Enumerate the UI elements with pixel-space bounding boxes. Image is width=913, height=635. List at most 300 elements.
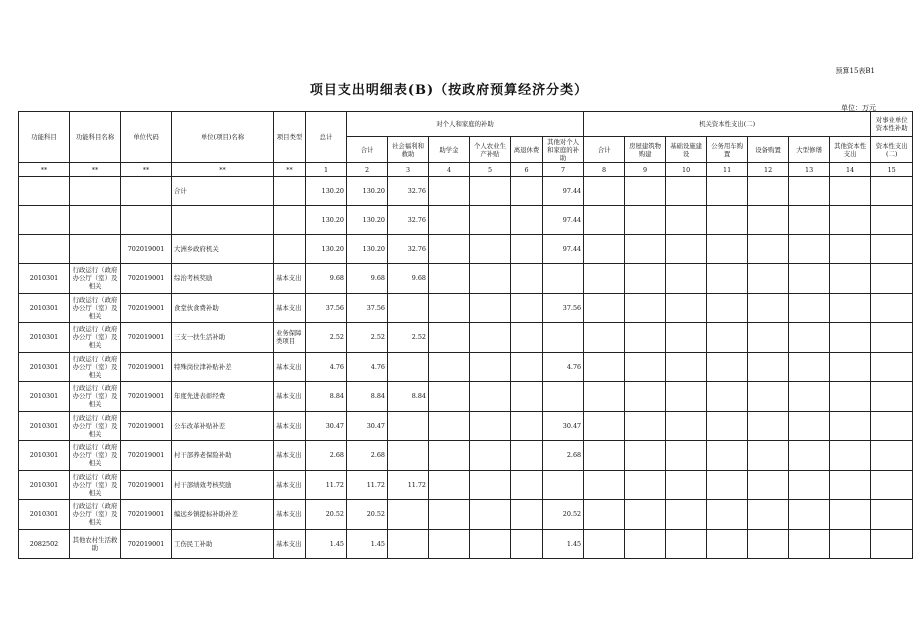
sub-header: 资本性支出(二) — [871, 137, 913, 163]
personal-total-cell: 11.72 — [347, 470, 388, 500]
func-name-cell: 行政运行（政府办公厅（室）及相关 — [70, 500, 121, 530]
table-cell — [470, 293, 511, 323]
table-cell — [789, 441, 830, 471]
table-row — [19, 382, 913, 412]
project-type-cell: 基本支出 — [274, 293, 306, 323]
table-cell — [470, 264, 511, 294]
personal-total-cell: 1.45 — [347, 529, 388, 559]
table-cell — [748, 441, 789, 471]
table-cell — [789, 500, 830, 530]
table-cell — [470, 382, 511, 412]
table-cell — [666, 323, 707, 353]
index-cell: 1 — [306, 163, 347, 177]
table-cell — [871, 293, 913, 323]
table-cell — [429, 500, 470, 530]
table-cell — [707, 235, 748, 264]
unit-code-cell: 702019001 — [121, 264, 172, 294]
table-cell — [625, 293, 666, 323]
func-code-cell: 2082502 — [19, 529, 70, 559]
func-code-cell: 2010301 — [19, 382, 70, 412]
table-cell — [871, 235, 913, 264]
table-cell — [274, 177, 306, 206]
func-name-cell: 行政运行（政府办公厅（室）及相关 — [70, 411, 121, 441]
unit-code-cell: 702019001 — [121, 529, 172, 559]
index-cell: 4 — [429, 163, 470, 177]
table-cell — [666, 352, 707, 382]
personal-total-cell: 2.68 — [347, 441, 388, 471]
table-cell — [584, 382, 625, 412]
sub-header: 公务用车购置 — [707, 137, 748, 163]
table-cell — [625, 529, 666, 559]
other-personal-cell: 2.68 — [543, 441, 584, 471]
func-code-cell: 2010301 — [19, 323, 70, 353]
table-cell — [584, 470, 625, 500]
table-cell — [830, 323, 871, 353]
table-cell — [511, 177, 543, 206]
total-cell: 8.84 — [306, 382, 347, 412]
table-row — [19, 411, 913, 441]
table-row — [19, 529, 913, 559]
sub-header: 基础设施建设 — [666, 137, 707, 163]
table-cell — [511, 293, 543, 323]
other-personal-cell: 20.52 — [543, 500, 584, 530]
welfare-cell: 9.68 — [388, 264, 429, 294]
table-cell — [748, 264, 789, 294]
table-cell — [789, 529, 830, 559]
total-cell: 30.47 — [306, 411, 347, 441]
other-personal-cell: 97.44 — [543, 235, 584, 264]
func-code-cell: 2010301 — [19, 411, 70, 441]
index-cell: 15 — [871, 163, 913, 177]
project-name-cell: 特殊岗位津补贴补差 — [172, 352, 274, 382]
table-cell — [871, 441, 913, 471]
table-cell — [748, 411, 789, 441]
table-cell — [584, 500, 625, 530]
index-cell: ** — [19, 163, 70, 177]
table-cell — [274, 235, 306, 264]
welfare-cell: 32.76 — [388, 235, 429, 264]
unit-code-cell: 702019001 — [121, 235, 172, 264]
table-cell — [707, 264, 748, 294]
unit-code-cell: 702019001 — [121, 470, 172, 500]
table-cell — [274, 206, 306, 235]
table-cell — [625, 206, 666, 235]
form-code: 预算15表B1 — [835, 67, 875, 75]
index-cell: ** — [274, 163, 306, 177]
table-row — [19, 441, 913, 471]
total-cell: 130.20 — [306, 206, 347, 235]
table-cell — [584, 293, 625, 323]
other-personal-cell: 1.45 — [543, 529, 584, 559]
table-cell — [830, 235, 871, 264]
sub-header: 个人农业生产补贴 — [470, 137, 511, 163]
col-total: 总计 — [306, 112, 347, 163]
table-cell — [789, 177, 830, 206]
unit-code-cell: 702019001 — [121, 323, 172, 353]
table-cell — [707, 529, 748, 559]
personal-total-cell: 2.52 — [347, 323, 388, 353]
other-personal-cell — [543, 382, 584, 412]
table-cell — [429, 177, 470, 206]
table-row — [19, 293, 913, 323]
table-cell — [666, 235, 707, 264]
table-cell — [584, 206, 625, 235]
personal-total-cell: 20.52 — [347, 500, 388, 530]
func-name-cell: 行政运行（政府办公厅（室）及相关 — [70, 323, 121, 353]
table-cell — [666, 293, 707, 323]
table-cell — [666, 529, 707, 559]
unit-code-cell: 702019001 — [121, 293, 172, 323]
table-cell — [871, 470, 913, 500]
table-cell — [748, 323, 789, 353]
func-name-cell: 行政运行（政府办公厅（室）及相关 — [70, 293, 121, 323]
table-cell — [625, 470, 666, 500]
group-personal-family-subsidy: 对个人和家庭的补助 — [347, 112, 584, 137]
table-cell — [830, 382, 871, 412]
func-code-cell: 2010301 — [19, 293, 70, 323]
unit-code-cell — [121, 206, 172, 235]
total-cell: 37.56 — [306, 293, 347, 323]
index-row — [19, 163, 913, 177]
sub-header: 社会福利和救助 — [388, 137, 429, 163]
table-cell — [666, 177, 707, 206]
func-code-cell: 2010301 — [19, 352, 70, 382]
table-cell — [789, 470, 830, 500]
table-cell — [511, 382, 543, 412]
table-cell — [625, 411, 666, 441]
table-cell — [470, 177, 511, 206]
other-personal-cell: 37.56 — [543, 293, 584, 323]
table-cell — [429, 323, 470, 353]
table-cell — [789, 206, 830, 235]
total-cell: 9.68 — [306, 264, 347, 294]
table-cell — [429, 382, 470, 412]
table-cell — [511, 411, 543, 441]
table-cell — [511, 235, 543, 264]
table-cell — [748, 235, 789, 264]
summary-row — [19, 235, 913, 264]
table-cell — [830, 293, 871, 323]
table-cell — [789, 264, 830, 294]
table-cell — [830, 500, 871, 530]
table-cell — [429, 529, 470, 559]
table-cell — [871, 323, 913, 353]
func-name-cell: 行政运行（政府办公厅（室）及相关 — [70, 382, 121, 412]
table-cell — [748, 177, 789, 206]
total-cell: 130.20 — [306, 177, 347, 206]
table-cell — [470, 411, 511, 441]
project-name-cell: 村干部绩效考核奖励 — [172, 470, 274, 500]
table-cell — [830, 352, 871, 382]
project-type-cell: 基本支出 — [274, 529, 306, 559]
table-cell — [707, 206, 748, 235]
table-cell — [470, 470, 511, 500]
sub-header: 助学金 — [429, 137, 470, 163]
table-cell — [707, 293, 748, 323]
sub-header: 离退休费 — [511, 137, 543, 163]
table-cell — [871, 500, 913, 530]
index-cell: 3 — [388, 163, 429, 177]
table-cell — [748, 352, 789, 382]
group-institution-capital-subsidy: 对事业单位资本性补助 — [871, 112, 913, 137]
table-cell — [830, 177, 871, 206]
table-cell — [511, 441, 543, 471]
index-cell: 10 — [666, 163, 707, 177]
welfare-cell: 11.72 — [388, 470, 429, 500]
table-cell — [666, 206, 707, 235]
project-type-cell: 基本支出 — [274, 441, 306, 471]
col-func-code: 功能科目 — [19, 112, 70, 163]
table-cell — [830, 470, 871, 500]
other-personal-cell: 97.44 — [543, 206, 584, 235]
table-cell — [871, 529, 913, 559]
table-cell — [625, 323, 666, 353]
table-cell — [871, 264, 913, 294]
index-cell: 12 — [748, 163, 789, 177]
project-name-cell: 年度先进表彰经费 — [172, 382, 274, 412]
table-cell — [584, 264, 625, 294]
total-cell: 11.72 — [306, 470, 347, 500]
table-cell — [70, 177, 121, 206]
table-cell — [70, 235, 121, 264]
project-name-cell: 综治考核奖励 — [172, 264, 274, 294]
unit-code-cell: 702019001 — [121, 441, 172, 471]
index-cell: ** — [121, 163, 172, 177]
group-capital-expenditure: 机关资本性支出(二) — [584, 112, 871, 137]
func-name-cell: 行政运行（政府办公厅（室）及相关 — [70, 264, 121, 294]
func-name-cell: 行政运行（政府办公厅（室）及相关 — [70, 470, 121, 500]
table-cell — [789, 235, 830, 264]
project-type-cell: 基本支出 — [274, 382, 306, 412]
table-cell — [625, 441, 666, 471]
table-cell — [666, 382, 707, 412]
index-cell: 13 — [789, 163, 830, 177]
unit-code-cell: 702019001 — [121, 352, 172, 382]
welfare-cell — [388, 352, 429, 382]
welfare-cell: 8.84 — [388, 382, 429, 412]
func-name-cell: 行政运行（政府办公厅（室）及相关 — [70, 441, 121, 471]
summary-row — [19, 177, 913, 206]
welfare-cell: 2.52 — [388, 323, 429, 353]
table-cell — [429, 264, 470, 294]
table-cell — [625, 352, 666, 382]
table-cell — [666, 441, 707, 471]
table-cell — [584, 323, 625, 353]
col-project-type: 项目类型 — [274, 112, 306, 163]
project-name-cell: 编远乡镇提标补助补差 — [172, 500, 274, 530]
project-type-cell: 业务保障类项目 — [274, 323, 306, 353]
index-cell: 7 — [543, 163, 584, 177]
table-cell — [429, 411, 470, 441]
table-cell — [511, 206, 543, 235]
table-cell — [707, 441, 748, 471]
table-cell — [748, 293, 789, 323]
table-cell — [666, 264, 707, 294]
project-name-cell: 食堂伙食费补助 — [172, 293, 274, 323]
table-cell — [707, 323, 748, 353]
index-cell: 5 — [470, 163, 511, 177]
index-cell: ** — [172, 163, 274, 177]
table-cell — [830, 441, 871, 471]
table-cell — [748, 206, 789, 235]
table-cell — [511, 352, 543, 382]
index-cell: 11 — [707, 163, 748, 177]
sub-header: 合计 — [584, 137, 625, 163]
total-cell: 4.76 — [306, 352, 347, 382]
page-title: 项目支出明细表(B)（按政府预算经济分类） — [309, 83, 589, 98]
table-cell — [830, 529, 871, 559]
table-cell — [871, 177, 913, 206]
table-cell — [19, 206, 70, 235]
func-name-cell: 其他农村生活救助 — [70, 529, 121, 559]
table-cell — [19, 177, 70, 206]
unit-label: 单位：万元 — [841, 104, 876, 112]
sub-header: 设备购置 — [748, 137, 789, 163]
table-cell — [584, 177, 625, 206]
total-cell: 20.52 — [306, 500, 347, 530]
table-cell — [511, 529, 543, 559]
table-cell — [625, 500, 666, 530]
other-personal-cell: 4.76 — [543, 352, 584, 382]
table-cell — [625, 264, 666, 294]
project-type-cell: 基本支出 — [274, 470, 306, 500]
func-name-cell: 行政运行（政府办公厅（室）及相关 — [70, 352, 121, 382]
table-cell — [511, 500, 543, 530]
func-code-cell: 2010301 — [19, 264, 70, 294]
personal-total-cell: 8.84 — [347, 382, 388, 412]
table-cell — [470, 529, 511, 559]
table-row — [19, 500, 913, 530]
welfare-cell — [388, 411, 429, 441]
personal-total-cell: 130.20 — [347, 177, 388, 206]
table-cell — [470, 352, 511, 382]
personal-total-cell: 30.47 — [347, 411, 388, 441]
sub-header: 合计 — [347, 137, 388, 163]
table-cell — [707, 411, 748, 441]
table-row — [19, 264, 913, 294]
other-personal-cell: 30.47 — [543, 411, 584, 441]
func-code-cell: 2010301 — [19, 470, 70, 500]
table-cell — [707, 500, 748, 530]
table-cell — [789, 352, 830, 382]
personal-total-cell: 9.68 — [347, 264, 388, 294]
table-cell — [429, 235, 470, 264]
total-cell: 2.52 — [306, 323, 347, 353]
table-cell — [470, 441, 511, 471]
table-cell — [748, 529, 789, 559]
table-cell — [625, 382, 666, 412]
project-type-cell: 基本支出 — [274, 352, 306, 382]
table-cell — [666, 470, 707, 500]
table-cell — [470, 500, 511, 530]
welfare-cell — [388, 441, 429, 471]
welfare-cell: 32.76 — [388, 177, 429, 206]
sub-header: 房屋建筑物购建 — [625, 137, 666, 163]
unit-code-cell — [121, 177, 172, 206]
welfare-cell — [388, 293, 429, 323]
total-cell: 130.20 — [306, 235, 347, 264]
sub-header: 其他对个人和家庭的补助 — [543, 137, 584, 163]
project-name-cell: 三支一扶生活补助 — [172, 323, 274, 353]
table-cell — [584, 235, 625, 264]
table-cell — [584, 529, 625, 559]
table-cell — [871, 206, 913, 235]
index-cell: 9 — [625, 163, 666, 177]
unit-code-cell: 702019001 — [121, 500, 172, 530]
table-cell — [70, 206, 121, 235]
index-cell: 8 — [584, 163, 625, 177]
budget-table — [18, 111, 913, 559]
table-cell — [511, 323, 543, 353]
func-code-cell: 2010301 — [19, 500, 70, 530]
other-personal-cell — [543, 264, 584, 294]
table-cell — [666, 411, 707, 441]
other-personal-cell — [543, 470, 584, 500]
table-cell — [830, 411, 871, 441]
table-cell — [707, 177, 748, 206]
table-cell — [470, 206, 511, 235]
table-cell — [584, 441, 625, 471]
project-name-cell: 公车改革补贴补差 — [172, 411, 274, 441]
table-cell — [511, 470, 543, 500]
table-cell — [789, 382, 830, 412]
col-unit-code: 单位代码 — [121, 112, 172, 163]
table-cell — [871, 382, 913, 412]
table-cell — [429, 441, 470, 471]
table-cell — [748, 470, 789, 500]
unit-code-cell: 702019001 — [121, 411, 172, 441]
project-type-cell: 基本支出 — [274, 500, 306, 530]
index-cell: ** — [70, 163, 121, 177]
table-cell — [666, 500, 707, 530]
table-cell — [584, 352, 625, 382]
project-name-cell: 工伤民工补助 — [172, 529, 274, 559]
func-code-cell: 2010301 — [19, 441, 70, 471]
summary-row — [19, 206, 913, 235]
table-cell — [789, 293, 830, 323]
table-cell — [789, 323, 830, 353]
other-personal-cell — [543, 323, 584, 353]
col-func-name: 功能科目名称 — [70, 112, 121, 163]
table-cell — [429, 293, 470, 323]
table-cell — [830, 206, 871, 235]
table-cell — [429, 206, 470, 235]
table-cell — [429, 352, 470, 382]
personal-total-cell: 130.20 — [347, 206, 388, 235]
sub-header: 大型修缮 — [789, 137, 830, 163]
index-cell: 14 — [830, 163, 871, 177]
table-cell — [748, 382, 789, 412]
total-cell: 1.45 — [306, 529, 347, 559]
index-cell: 6 — [511, 163, 543, 177]
table-cell — [470, 235, 511, 264]
unit-name-cell — [172, 206, 274, 235]
table-cell — [19, 235, 70, 264]
unit-name-cell: 大洲乡政府机关 — [172, 235, 274, 264]
welfare-cell — [388, 529, 429, 559]
personal-total-cell: 37.56 — [347, 293, 388, 323]
col-unit-name: 单位(项目)名称 — [172, 112, 274, 163]
other-personal-cell: 97.44 — [543, 177, 584, 206]
table-cell — [625, 235, 666, 264]
table-cell — [748, 500, 789, 530]
unit-name-cell: 合计 — [172, 177, 274, 206]
table-cell — [707, 382, 748, 412]
table-cell — [789, 411, 830, 441]
table-row — [19, 323, 913, 353]
welfare-cell — [388, 500, 429, 530]
total-cell: 2.68 — [306, 441, 347, 471]
